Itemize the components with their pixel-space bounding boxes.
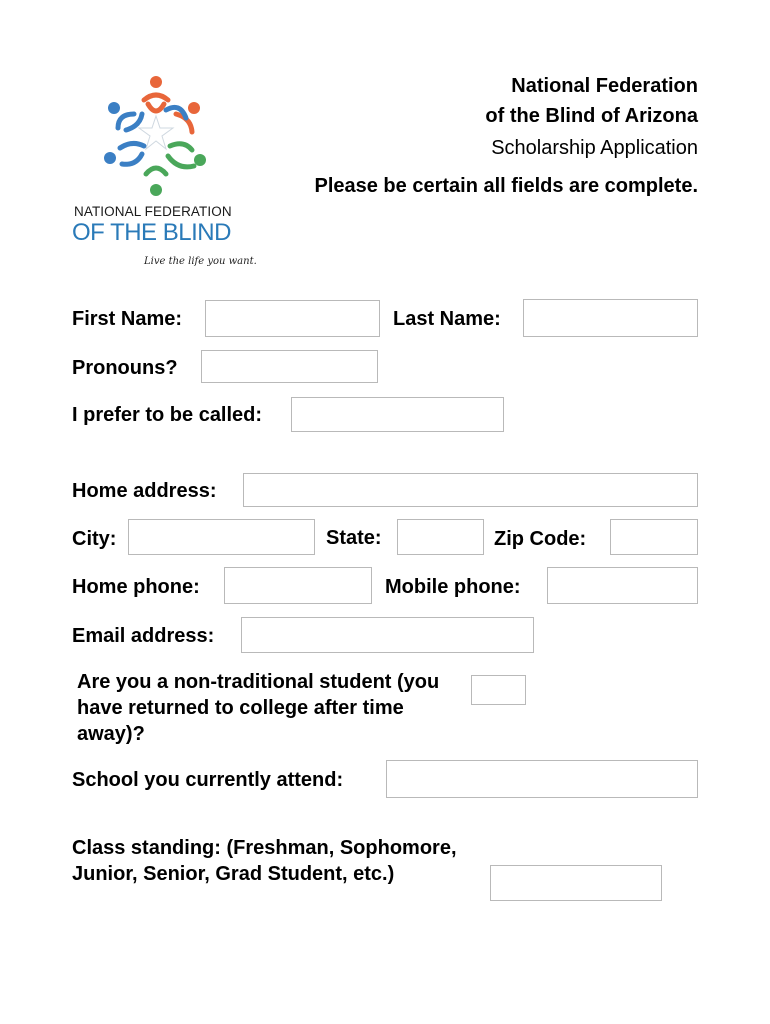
city-field[interactable] xyxy=(128,519,315,555)
first-name-label: First Name: xyxy=(72,308,183,330)
last-name-field[interactable] xyxy=(523,299,698,337)
form-instruction: Please be certain all fields are complete. xyxy=(314,175,698,197)
state-label: State: xyxy=(326,527,382,549)
logo-org-line1: NATIONAL FEDERATION xyxy=(74,204,232,219)
preferred-name-field[interactable] xyxy=(291,397,504,432)
email-address-field[interactable] xyxy=(241,617,534,653)
zip-code-label: Zip Code: xyxy=(494,528,587,550)
last-name-label: Last Name: xyxy=(393,308,501,330)
non-traditional-student-field[interactable] xyxy=(471,675,526,705)
pronouns-label: Pronouns? xyxy=(72,357,178,379)
school-label: School you currently attend: xyxy=(72,769,344,791)
logo-tagline: Live the life you want. xyxy=(144,256,257,267)
home-phone-label: Home phone: xyxy=(72,576,200,598)
school-field[interactable] xyxy=(386,760,698,798)
class-standing-field[interactable] xyxy=(490,865,662,901)
org-name-line2: of the Blind of Arizona xyxy=(485,105,698,127)
pronouns-field[interactable] xyxy=(201,350,378,383)
non-traditional-student-label: Are you a non-traditional student (you have returned to college after time away)? xyxy=(77,671,440,745)
email-address-label: Email address: xyxy=(72,625,215,647)
home-phone-field[interactable] xyxy=(224,567,372,604)
logo-org-line2: OF THE BLIND xyxy=(72,219,231,246)
nfb-flower-icon xyxy=(96,70,216,200)
org-name-line1: National Federation xyxy=(511,75,698,97)
nfb-logo xyxy=(68,70,257,270)
home-address-field[interactable] xyxy=(243,473,698,507)
class-standing-label: Class standing: (Freshman, Sophomore, Junior, Senior, Grad Student, etc.) xyxy=(72,837,457,885)
first-name-field[interactable] xyxy=(205,300,380,337)
mobile-phone-field[interactable] xyxy=(547,567,698,604)
mobile-phone-label: Mobile phone: xyxy=(385,576,521,598)
state-field[interactable] xyxy=(397,519,484,555)
preferred-name-label: I prefer to be called: xyxy=(72,404,263,426)
zip-code-field[interactable] xyxy=(610,519,698,555)
form-subtitle: Scholarship Application xyxy=(491,137,698,159)
city-label: City: xyxy=(72,528,117,550)
home-address-label: Home address: xyxy=(72,480,217,502)
